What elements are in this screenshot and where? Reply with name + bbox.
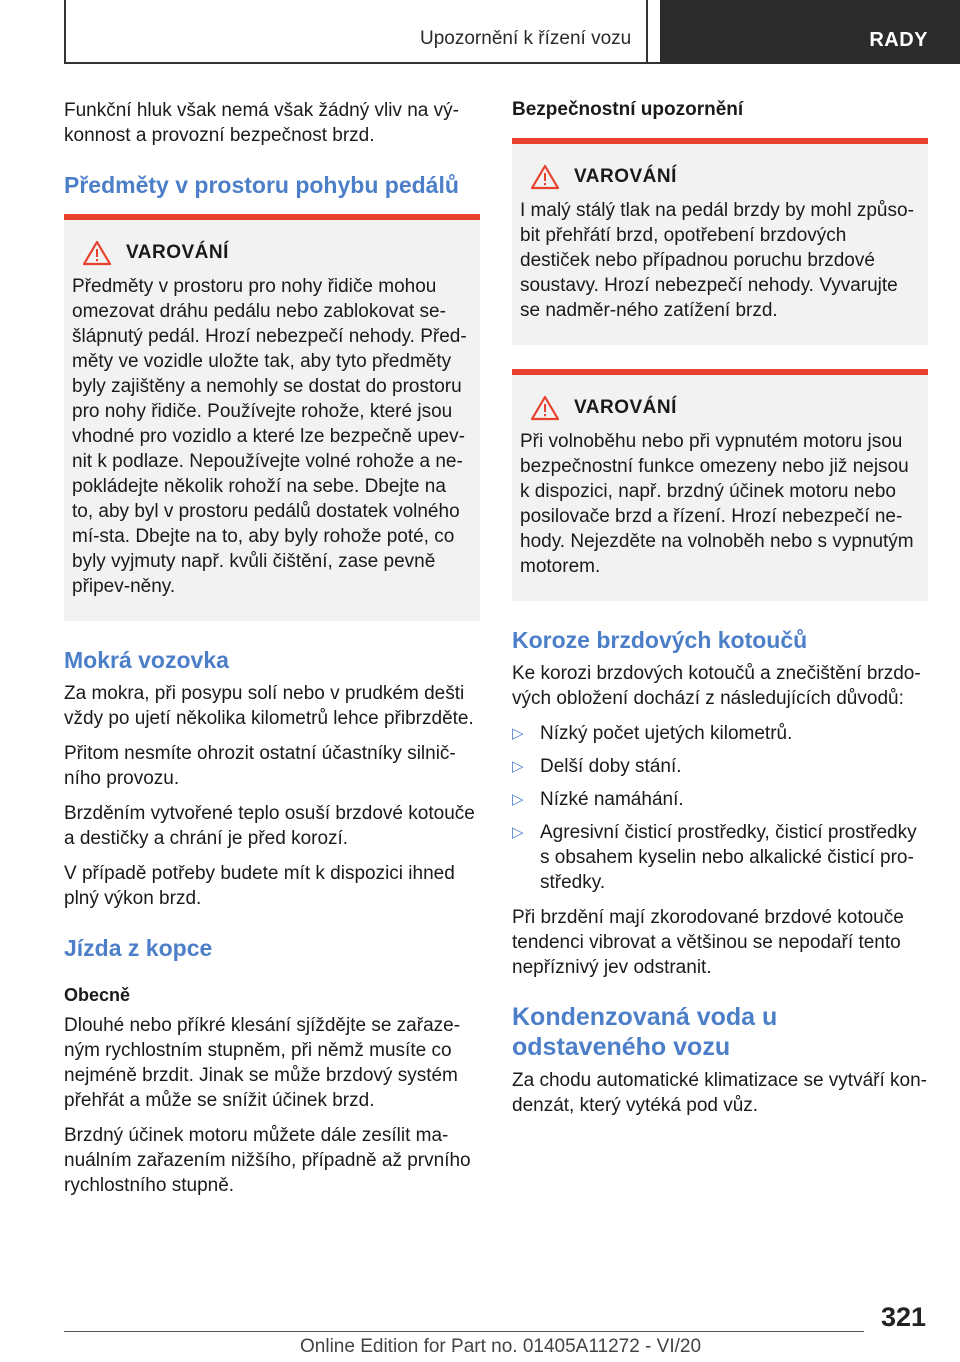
left-column	[64, 98, 480, 1208]
section-title-pedal-objects: Předměty v prostoru pohybu pedálů	[64, 172, 459, 198]
paragraph: Brzdný účinek motoru můžete dále zesílit ma-nuálním zařazením nižšího, případně až prvního rychlostního stupně.	[64, 1125, 471, 1196]
warning-triangle-icon	[530, 164, 560, 190]
header-title: Upozornění k řízení vozu	[420, 28, 632, 49]
warning-text: Předměty v prostoru pro nohy řidiče mohou omezovat dráhu pedálu nebo zablokovat se-šlápnutý pedál. Hrozí nebezpečí nehody. Před-měty ve vozidle uložte tak, aby tyto předměty byly zajištěny a nemohly se dostat do prostoru pro nohy řidiče. Používejte rohože, které jsou vhodné pro vozidlo a které lze bezpečně upev-nit k podlaze. Nepoužívejte volné rohože a ne-pokládejte několik rohoží na sebe. Dbejte na to, aby byl v prostoru pedálů dostatek volného mí-sta. Dbejte na to, aby byly rohože poté, co byly vyjmuty např. kvůli čištění, zase pevně připev-něny.	[72, 276, 467, 597]
paragraph: Ke korozi brzdových kotoučů a znečištění brzdo-vých obložení dochází z následujících důvodů:	[512, 663, 921, 709]
paragraph: Při brzdění mají zkorodované brzdové kotouče tendenci vibrovat a většinou se nepodaří tento nepříznivý jev odstranit.	[512, 907, 904, 978]
subsection-title-safety: Bezpečnostní upozornění	[512, 99, 744, 120]
warning-title: VAROVÁNÍ	[574, 397, 677, 418]
paragraph: V případě potřeby budete mít k dispozici ihned plný výkon brzd.	[64, 863, 455, 909]
warning-box-brake-pressure	[512, 138, 928, 345]
triangle-right-icon: ▷	[512, 725, 524, 742]
corrosion-cause-list	[512, 721, 928, 895]
triangle-right-icon: ▷	[512, 791, 524, 808]
section-title-corrosion: Koroze brzdových kotoučů	[512, 627, 808, 653]
list-item: ▷ Agresivní čisticí prostředky, čisticí prostředky s obsahem kyselin nebo alkalické čisticí pro-středky.	[512, 822, 917, 893]
triangle-right-icon: ▷	[512, 758, 524, 775]
paragraph: Dlouhé nebo příkré klesání sjíždějte se zařaze-ným rychlostním stupněm, při němž musíte co nejméně brzdit. Jinak se může brzdový systém přehřát a může se snížit účinek brzd.	[64, 1015, 461, 1111]
header-rule-divider	[646, 0, 648, 64]
section-title-downhill: Jízda z kopce	[64, 935, 213, 961]
footer-edition: Online Edition for Part no. 01405A11272 - VI/20	[300, 1336, 702, 1357]
warning-box-pedal	[64, 214, 480, 621]
warning-title: VAROVÁNÍ	[126, 242, 229, 263]
header-tab-label: RADY	[869, 29, 928, 51]
warning-text: I malý stálý tlak na pedál brzdy by mohl způso-bit přehřátí brzd, opotřebení brzdových destiček nebo případnou poruchu brzdové soustavy. Hrozí nebezpečí nehody. Vyvarujte se nadměr-ného zatížení brzd.	[520, 200, 914, 321]
warning-triangle-icon	[82, 240, 112, 266]
intro-paragraph: Funkční hluk však nemá však žádný vliv na vý-konnost a provozní bezpečnost brzd.	[64, 100, 459, 146]
subsection-title-general: Obecně	[64, 985, 131, 1005]
paragraph: Za mokra, při posypu solí nebo v prudkém dešti vždy po ujetí několika kilometrů lehce přibrzděte.	[64, 683, 474, 729]
list-item: ▷ Nízké namáhání.	[512, 789, 684, 810]
header-rule-bottom	[64, 62, 660, 64]
header-rule-left	[64, 0, 66, 64]
header-tab	[660, 0, 960, 64]
footer-rule	[64, 1331, 864, 1332]
triangle-right-icon: ▷	[512, 824, 524, 841]
list-item: ▷ Nízký počet ujetých kilometrů.	[512, 723, 793, 744]
warning-triangle-icon	[530, 395, 560, 421]
warning-text: Při volnoběhu nebo při vypnutém motoru jsou bezpečnostní funkce omezeny nebo již nejsou k dispozici, např. brzdný účinek motoru nebo posilovače brzd a řízení. Hrozí nebezpečí ne-hody. Nejezděte na volnoběh nebo s vypnutým motorem.	[520, 431, 914, 577]
paragraph: Přitom nesmíte ohrozit ostatní účastníky silnič-ního provozu.	[64, 743, 456, 789]
section-title-condensation: Kondenzovaná voda u odstaveného vozu	[512, 1003, 778, 1061]
warning-title: VAROVÁNÍ	[574, 166, 677, 187]
right-column	[512, 98, 928, 1128]
section-title-wet-road: Mokrá vozovka	[64, 647, 229, 673]
page-number: 321	[880, 1302, 926, 1332]
warning-box-idle	[512, 369, 928, 601]
list-item: ▷ Delší doby stání.	[512, 756, 682, 777]
paragraph: Za chodu automatické klimatizace se vytváří kon-denzát, který vytéká pod vůz.	[512, 1070, 928, 1116]
paragraph: Brzděním vytvořené teplo osuší brzdové kotouče a destičky a chrání je před korozí.	[64, 803, 475, 849]
